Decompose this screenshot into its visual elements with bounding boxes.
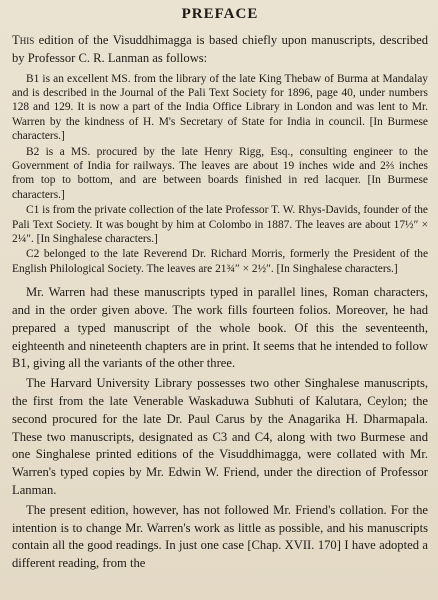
- manuscript-list: [12, 72, 428, 277]
- manuscript-entry-b1: B1 is an excellent MS. from the library of the late King Thebaw of Burma at Mandalay and is described in the Journal of the Pali Text Society for 1896, page 40, under numbers 128 and 129. It is now a part of the India Office Library in London and was lent to Mr. Warren by the kindness of H. M's Secretary of State for India in council. [In Burmese characters.]: [12, 72, 428, 143]
- page-title: PREFACE: [181, 6, 259, 22]
- paragraph-warren-typed: Mr. Warren had these manuscripts typed in parallel lines, Roman characters, and in the order given above. The work fills fourteen folios. Moreover, he had prepared a typed manuscript of the whole book. Of this the seventeenth, eighteenth and nineteenth chapters are in print. It seems that he intended to follow B1, giving all the variants of the other three.: [12, 285, 428, 371]
- manuscript-entry-c1: C1 is from the private collection of the late Professor T. W. Rhys-Davids, founder of the Pali Text Society. It was bought by him at Colombo in 1887. The leaves are about 17½″ × 2¼″. [In Singhalese characters.]: [12, 204, 428, 246]
- manuscript-entry-c2: C2 belonged to the late Reverend Dr. Richard Morris, formerly the President of the English Philological Society. The leaves are 21¾″ × 2½″. [In Singhalese characters.]: [12, 248, 428, 275]
- intro-lead-word: This: [12, 33, 35, 47]
- manuscript-entry-b2: B2 is a MS. procured by the late Henry Rigg, Esq., consulting engineer to the Government of India for railways. The leaves are about 19 inches wide and 2⅔ inches from top to bottom, and are between boards finished in red lacquer. [In Burmese characters.]: [12, 145, 428, 201]
- intro-text: edition of the Visuddhimagga is based chiefly upon manuscripts, described by Professor C. R. Lanman as follows:: [12, 33, 428, 65]
- paragraph-harvard-library: The Harvard University Library possesses two other Singhalese manuscripts, the first from the late Venerable Waskaduwa Subhuti of Kalutara, Ceylon; the second procured for the late Dr. Paul Carus by the Anagarika H. Dharmapala. These two manuscripts, designated as C3 and C4, along with two Burmese and one Singhalese printed editions of the Visuddhimagga, were collated with Mr. Warren's typed copies by Mr. Edwin W. Friend, under the direction of Professor Lanman.: [12, 376, 428, 498]
- paragraph-present-edition: The present edition, however, has not followed Mr. Friend's collation. For the intention is to change Mr. Warren's work as little as possible, and his manuscripts contain all the good readings. In just one case [Chap. XVII. 170] I have adopted a different reading, from the: [12, 502, 428, 571]
- intro-paragraph: [12, 32, 428, 68]
